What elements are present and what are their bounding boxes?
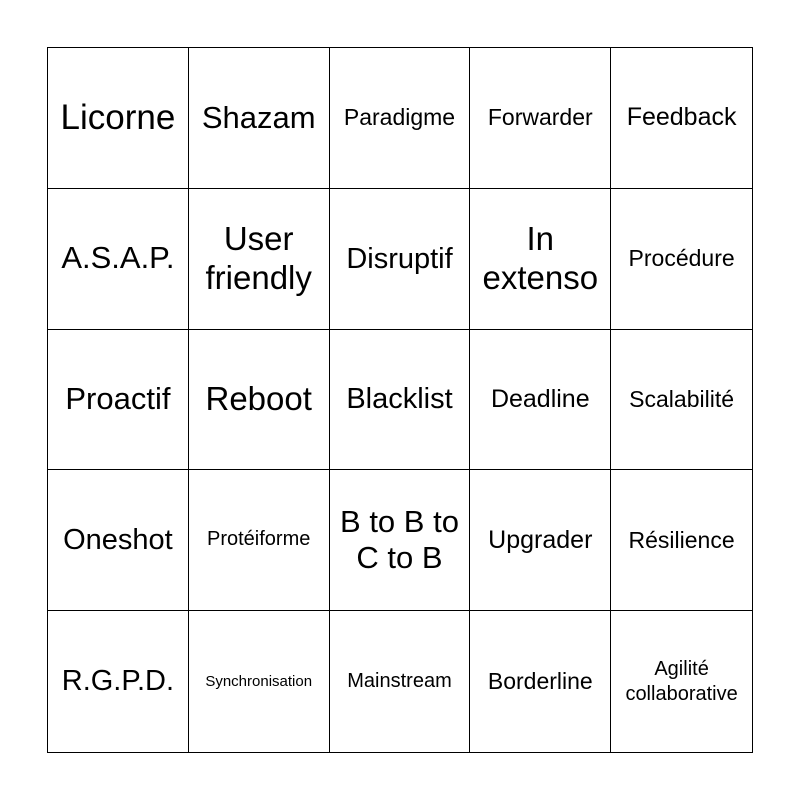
cell-label: Blacklist bbox=[346, 383, 453, 416]
bingo-cell[interactable] bbox=[611, 330, 752, 471]
cell-label: In extenso bbox=[482, 219, 599, 296]
bingo-cell[interactable] bbox=[470, 330, 611, 471]
bingo-cell[interactable] bbox=[189, 611, 330, 752]
cell-label: Oneshot bbox=[63, 524, 173, 557]
cell-label: Forwarder bbox=[487, 104, 593, 131]
bingo-cell[interactable] bbox=[611, 470, 752, 611]
bingo-cell[interactable] bbox=[189, 330, 330, 471]
bingo-cell[interactable] bbox=[330, 470, 471, 611]
cell-label: Mainstream bbox=[347, 669, 452, 692]
cell-label: A.S.A.P. bbox=[61, 240, 175, 276]
bingo-card bbox=[47, 47, 753, 753]
cell-label: Borderline bbox=[487, 668, 593, 695]
bingo-cell[interactable] bbox=[48, 189, 189, 330]
bingo-cell[interactable] bbox=[611, 48, 752, 189]
bingo-cell[interactable] bbox=[330, 330, 471, 471]
cell-label: Deadline bbox=[490, 384, 590, 413]
bingo-cell[interactable] bbox=[189, 48, 330, 189]
bingo-cell[interactable] bbox=[189, 470, 330, 611]
cell-label: Synchronisation bbox=[205, 672, 313, 690]
bingo-cell[interactable] bbox=[48, 611, 189, 752]
bingo-cell[interactable] bbox=[48, 330, 189, 471]
cell-label: Paradigme bbox=[343, 104, 456, 131]
cell-label: User friendly bbox=[205, 219, 312, 296]
cell-label: Feedback bbox=[626, 103, 737, 132]
cell-label: Disruptif bbox=[346, 242, 453, 275]
cell-label: Agilité collaborative bbox=[625, 657, 738, 705]
bingo-cell[interactable] bbox=[470, 470, 611, 611]
bingo-cell[interactable] bbox=[189, 189, 330, 330]
bingo-cell[interactable] bbox=[330, 48, 471, 189]
cell-label: Protéiforme bbox=[207, 528, 311, 551]
cell-label: Proactif bbox=[65, 381, 171, 417]
bingo-cell[interactable] bbox=[470, 48, 611, 189]
cell-label: Reboot bbox=[205, 380, 312, 418]
cell-label: Scalabilité bbox=[629, 385, 735, 412]
cell-label: R.G.P.D. bbox=[61, 665, 175, 698]
bingo-cell[interactable] bbox=[470, 189, 611, 330]
cell-label: B to B to C to B bbox=[340, 503, 459, 576]
cell-label: Résilience bbox=[628, 526, 735, 553]
cell-label: Procédure bbox=[628, 245, 735, 272]
bingo-cell[interactable] bbox=[611, 189, 752, 330]
cell-label: Upgrader bbox=[488, 525, 593, 554]
cell-label: Shazam bbox=[201, 99, 316, 135]
bingo-cell[interactable] bbox=[330, 611, 471, 752]
bingo-cell[interactable] bbox=[48, 48, 189, 189]
bingo-cell[interactable] bbox=[470, 611, 611, 752]
bingo-cell[interactable] bbox=[48, 470, 189, 611]
bingo-cell[interactable] bbox=[330, 189, 471, 330]
cell-label: Licorne bbox=[60, 98, 176, 138]
bingo-cell[interactable] bbox=[611, 611, 752, 752]
